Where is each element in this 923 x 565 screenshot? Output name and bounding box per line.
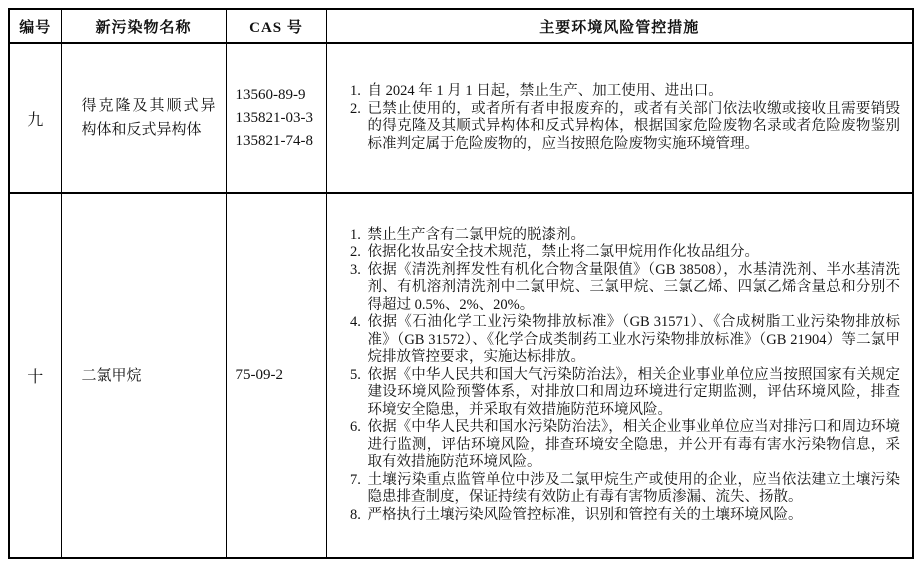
cas-number: 135821-03-3 <box>235 109 313 126</box>
cas-number: 135821-74-8 <box>235 132 313 149</box>
measures-cell <box>326 43 913 193</box>
cas-number: 13560-89-9 <box>235 86 306 103</box>
cas-number-list <box>236 84 322 153</box>
table-header-row <box>9 9 913 43</box>
measure-item: 7. 土壤污染重点监管单位中涉及二氯甲烷生产或使用的企业，应当依法建立土壤污染隐患排查制度，保证持续有效防止有毒有害物质渗漏、流失、扬散。 <box>365 472 901 507</box>
cas-number-list <box>236 364 322 387</box>
row-number-cell: 九 <box>9 43 61 193</box>
table-row <box>9 193 913 558</box>
pollutant-name-cell: 二氯甲烷 <box>61 193 226 558</box>
measure-item: 8. 严格执行土壤污染风险管控标准，识别和管控有关的土壤环境风险。 <box>365 507 901 525</box>
row-number-cell: 十 <box>9 193 61 558</box>
measure-item: 2. 已禁止使用的，或者所有者申报废弃的，或者有关部门依法收缴或接收且需要销毁的得克隆及其顺式异构体和反式异构体，根据国家危险废物名录或者危险废物鉴别标准判定属于危险废物的，应当按照危险废物实施环境管理。 <box>365 101 901 154</box>
measures-list <box>339 227 901 525</box>
new-pollutants-table <box>8 8 914 559</box>
pollutant-name-cell: 得克隆及其顺式异构体和反式异构体 <box>61 43 226 193</box>
measure-item: 5. 依据《中华人民共和国大气污染防治法》，相关企业事业单位应当按照国家有关规定建设环境风险预警体系，对排放口和周边环境进行定期监测，评估环境风险，排查环境安全隐患，并采取有效措施防范环境风险。 <box>365 367 901 420</box>
header-pollutant-name: 新污染物名称 <box>61 9 226 43</box>
header-measures: 主要环境风险管控措施 <box>326 9 913 43</box>
header-number: 编号 <box>9 9 61 43</box>
measure-item: 1. 禁止生产含有二氯甲烷的脱漆剂。 <box>365 227 901 245</box>
header-cas: CAS 号 <box>226 9 326 43</box>
measures-list <box>339 83 901 153</box>
measure-item: 3. 依据《清洗剂挥发性有机化合物含量限值》（GB 38508），水基清洗剂、半水基清洗剂、有机溶剂清洗剂中二氯甲烷、三氯甲烷、三氯乙烯、四氯乙烯含量总和分别不得超过 0.5%、2%、20%。 <box>365 262 901 315</box>
table-row <box>9 43 913 193</box>
cas-cell <box>226 43 326 193</box>
measures-cell <box>326 193 913 558</box>
measure-item: 4. 依据《石油化学工业污染物排放标准》（GB 31571）、《合成树脂工业污染物排放标准》（GB 31572）、《化学合成类制药工业水污染物排放标准》（GB 21904）等二氯甲烷排放管控要求，实施达标排放。 <box>365 314 901 367</box>
cas-number: 75-09-2 <box>235 367 283 383</box>
measure-item: 6. 依据《中华人民共和国水污染防治法》，相关企业事业单位应当对排污口和周边环境进行监测，评估环境风险，排查环境安全隐患，并公开有毒有害水污染物信息，采取有效措施防范环境风险。 <box>365 419 901 472</box>
measure-item: 2. 依据化妆品安全技术规范，禁止将二氯甲烷用作化妆品组分。 <box>365 244 901 262</box>
measure-item: 1. 自 2024 年 1 月 1 日起，禁止生产、加工使用、进出口。 <box>365 83 901 101</box>
cas-cell <box>226 193 326 558</box>
